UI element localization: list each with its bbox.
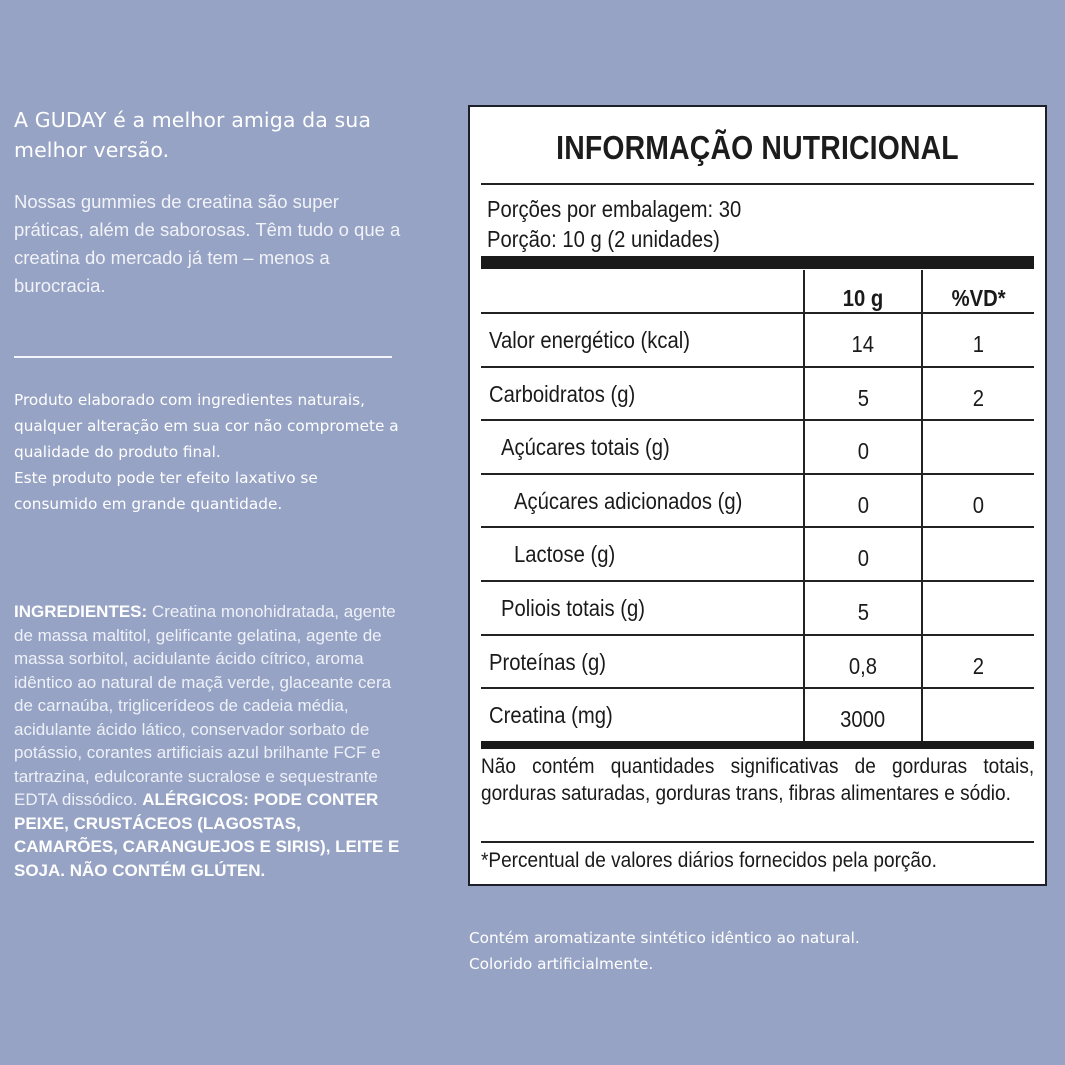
table-header-row [481, 270, 1034, 314]
nutrient-daily-value: 0 [972, 491, 985, 518]
thick-divider-bottom [481, 741, 1034, 749]
intro-text: Nossas gummies de creatina são super práticas, além de saborosas. Têm tudo o que a creatina do mercado já tem – menos a burocracia. [14, 191, 401, 296]
natural-ingredients-notice: Produto elaborado com ingredientes naturais, qualquer alteração em sua cor não compromete a qualidade do produto final. [14, 391, 399, 461]
nutrient-value: 0 [805, 528, 923, 580]
table-row [481, 314, 1034, 368]
ingredients-list: Creatina monohidratada, agente de massa maltitol, gelificante gelatina, agente de massa sorbitol, acidulante ácido cítrico, aroma idêntico ao natural de maçã verde, glaceante cera de carnaúba, triglicerídeos de cadeia média, acidulante ácido lático, conservador sorbato de potássio, corantes artificiais azul brilhante FCF e tartrazina, edulcorante sucralose e sequestrante EDTA dissódico. [14, 602, 396, 809]
header-portion: 10 g [805, 270, 923, 312]
title-divider [481, 183, 1034, 185]
nutrient-daily-value [923, 421, 1034, 473]
ingredients-text [14, 600, 404, 882]
nutrient-label: Carboidratos (g) [481, 368, 805, 420]
table-row [481, 421, 1034, 475]
serving-size: Porção: 10 g (2 unidades) [487, 226, 720, 252]
nutrient-daily-value [923, 582, 1034, 634]
table-row [481, 689, 1034, 743]
nutrient-daily-value: 2 [972, 384, 985, 411]
notice-text [14, 387, 404, 517]
divider [14, 356, 392, 358]
header-label-cell [481, 270, 805, 312]
nutrient-daily-value: 1 [972, 331, 985, 357]
nutrient-value: 0 [805, 475, 923, 527]
thick-divider [481, 256, 1034, 269]
table-title: INFORMAÇÃO NUTRICIONAL [556, 129, 959, 166]
nutrient-value: 3000 [805, 689, 923, 743]
nutrient-value: 14 [805, 314, 923, 366]
nutrient-value: 0,8 [805, 636, 923, 688]
nutrient-value: 5 [805, 368, 923, 420]
nutrient-label: Proteínas (g) [481, 636, 805, 688]
nutrient-label: Açúcares adicionados (g) [481, 475, 805, 527]
serving-info [487, 194, 741, 254]
nutrient-value: 0 [805, 421, 923, 473]
allergens-warning: ALÉRGICOS: PODE CONTER PEIXE, CRUSTÁCEOS (LAGOSTAS, CAMARÕES, CARANGUEJOS E SIRIS), LEITE E SOJA. NÃO CONTÉM GLÚTEN. [14, 790, 400, 880]
ingredients-label: INGREDIENTES: [14, 602, 148, 621]
nutrient-daily-value: 2 [972, 652, 985, 679]
daily-value-note: *Percentual de valores diários fornecidos pela porção. [481, 848, 937, 872]
nutrient-value: 5 [805, 582, 923, 634]
nutrition-facts-table [468, 105, 1047, 886]
nutrient-label: Valor energético (kcal) [481, 314, 805, 366]
table-row [481, 582, 1034, 636]
flavoring-coloring-note: Contém aromatizante sintético idêntico ao natural. Colorido artificialmente. [469, 929, 860, 973]
nutrient-label: Poliois totais (g) [481, 582, 805, 634]
not-significant-note: Não contém quantidades significativas de gorduras totais, gorduras saturadas, gorduras trans, fibras alimentares e sódio. [481, 754, 1035, 805]
nutrient-label: Lactose (g) [481, 528, 805, 580]
header-daily-value: %VD* [951, 285, 1006, 311]
nutrient-label: Açúcares totais (g) [481, 421, 805, 473]
headline: A GUDAY é a melhor amiga da sua melhor versão. [14, 108, 372, 162]
footer-divider [481, 841, 1034, 843]
nutrient-label: Creatina (mg) [481, 689, 805, 743]
nutrient-daily-value [923, 689, 1034, 743]
table-row [481, 636, 1034, 690]
table-row [481, 528, 1034, 582]
laxative-notice: Este produto pode ter efeito laxativo se consumido em grande quantidade. [14, 469, 318, 513]
nutrient-grid [481, 270, 1034, 743]
nutrient-daily-value [923, 528, 1034, 580]
table-row [481, 475, 1034, 529]
table-row [481, 368, 1034, 422]
servings-per-package: Porções por embalagem: 30 [487, 196, 742, 222]
